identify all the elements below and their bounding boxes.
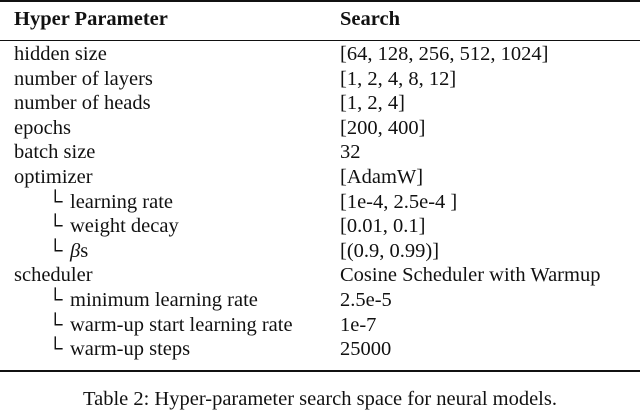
param-value: 1e-7 — [340, 313, 377, 336]
table-row — [0, 67, 640, 92]
header-hyper-parameter: Hyper Parameter — [14, 8, 168, 30]
param-value: 2.5e-5 — [340, 288, 392, 311]
param-value: [(0.9, 0.99)] — [340, 239, 440, 262]
table-row — [0, 263, 640, 288]
table-row — [0, 214, 640, 239]
table-row — [0, 42, 640, 67]
sub-param — [48, 313, 293, 338]
param-value: [1, 2, 4, 8, 12] — [340, 67, 457, 90]
sub-param — [48, 337, 190, 362]
table-top-rule — [0, 0, 640, 2]
param-name: warm-up start learning rate — [70, 313, 293, 336]
table-caption: Table 2: Hyper-parameter search space for neural models. — [83, 388, 557, 410]
table-row — [0, 140, 640, 165]
table-bottom-rule — [0, 370, 640, 372]
param-value: [0.01, 0.1] — [340, 215, 426, 238]
table-row — [0, 190, 640, 215]
param-value: [200, 400] — [340, 116, 426, 139]
param-name: s — [80, 239, 89, 262]
param-name: number of layers — [14, 67, 153, 90]
table-row — [0, 91, 640, 116]
param-name: warm-up steps — [70, 338, 191, 361]
param-name: learning rate — [70, 190, 174, 213]
table-row — [0, 116, 640, 141]
sub-item-corner-icon: └ — [48, 239, 63, 262]
sub-item-corner-icon: └ — [48, 338, 63, 361]
param-value: [1, 2, 4] — [340, 92, 405, 115]
sub-param — [48, 239, 88, 264]
param-name: epochs — [14, 116, 71, 139]
param-name: optimizer — [14, 165, 93, 188]
sub-param — [48, 288, 258, 313]
table-body — [0, 42, 640, 362]
param-value: [1e-4, 2.5e-4 ] — [340, 190, 458, 213]
param-value: 32 — [340, 141, 361, 164]
sub-param — [48, 214, 179, 239]
param-name: scheduler — [14, 264, 93, 287]
param-name: minimum learning rate — [70, 288, 258, 311]
header-search: Search — [340, 8, 400, 30]
param-name: number of heads — [14, 92, 151, 115]
table-row — [0, 288, 640, 313]
table-row — [0, 337, 640, 362]
sub-item-corner-icon: └ — [48, 313, 63, 336]
param-value: [AdamW] — [340, 165, 424, 188]
param-name: batch size — [14, 141, 96, 164]
sub-item-corner-icon: └ — [48, 215, 63, 238]
table-header-rule — [0, 40, 640, 41]
param-value: Cosine Scheduler with Warmup — [340, 264, 601, 287]
sub-param — [48, 190, 173, 215]
sub-item-corner-icon: └ — [48, 288, 63, 311]
param-name: weight decay — [70, 215, 179, 238]
table-row — [0, 239, 640, 264]
sub-item-corner-icon: └ — [48, 190, 63, 213]
table-row — [0, 313, 640, 338]
param-value: [64, 128, 256, 512, 1024] — [340, 43, 549, 65]
table-row — [0, 165, 640, 190]
param-name: hidden size — [14, 43, 107, 65]
beta-symbol: β — [70, 239, 81, 262]
param-value: 25000 — [340, 338, 392, 361]
